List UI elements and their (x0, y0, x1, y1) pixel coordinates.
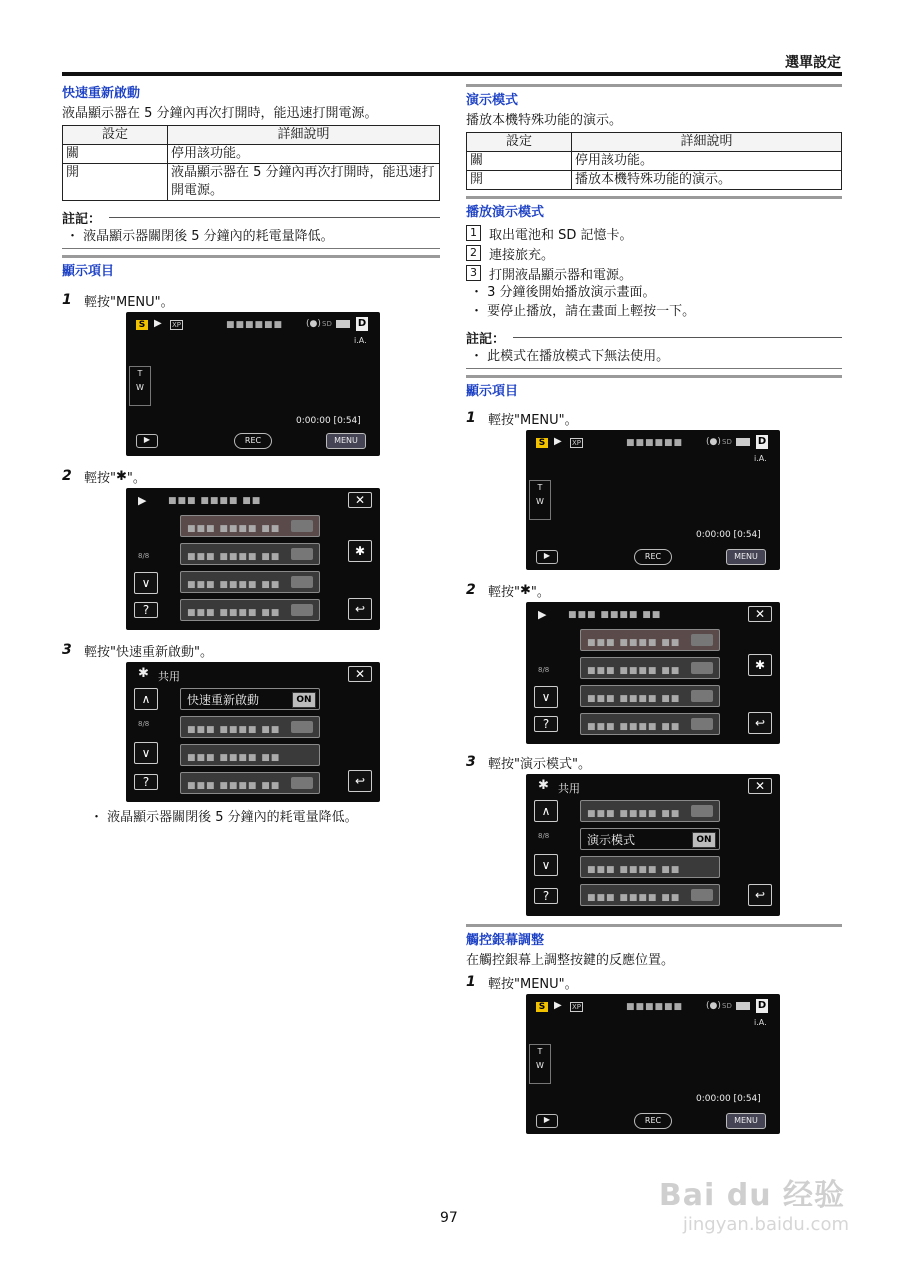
stabilizer-icon: (●) (706, 437, 721, 447)
table-header-setting: 設定 (467, 133, 572, 152)
ia-label: i.A. (754, 454, 767, 463)
play-demo-bullet: ・ 3 分鐘後開始播放演示畫面。 (466, 283, 842, 302)
gear-icon: ✱ (519, 582, 531, 598)
play-demo-title: 播放演示模式 (466, 205, 545, 220)
watermark-url: jingyan.baidu.com (682, 1214, 849, 1235)
step-3: 3 輕按"演示模式"。 (466, 754, 591, 772)
menu-title-dots: ■■■ ■■■■ ■■ (568, 610, 662, 620)
menu-item[interactable]: ■■■ ■■■■ ■■ (580, 629, 720, 651)
step-1: 1 輕按"MENU"。 (62, 292, 174, 310)
page-indicator: 8/8 (138, 552, 150, 560)
camera-screen-main (526, 994, 780, 1134)
gear-icon: ✱ (538, 778, 549, 793)
video-icon: ▶ (554, 1000, 562, 1011)
help-button[interactable]: ? (134, 602, 158, 618)
menu-button[interactable]: MENU (326, 433, 366, 449)
table-row: 關 停用該功能。 (63, 145, 440, 164)
step-1: 1 輕按"MENU"。 (466, 974, 578, 992)
menu-item[interactable]: ■■■ ■■■■ ■■ (580, 884, 720, 906)
menu-item-quick-restart[interactable]: 快速重新啟動 ON (180, 688, 320, 710)
display-items-title: 顯示項目 (466, 384, 519, 399)
gear-icon[interactable]: ✱ (748, 654, 772, 676)
step-2: 2 輕按" ✱ "。 (62, 468, 146, 486)
page-indicator: 8/8 (538, 832, 550, 840)
page-indicator: 8/8 (138, 720, 150, 728)
note-heading: 註記： (466, 327, 842, 347)
back-icon[interactable]: ↩ (348, 598, 372, 620)
menu-item[interactable]: ■■■ ■■■■ ■■ (180, 599, 320, 621)
menu-item[interactable]: ■■■ ■■■■ ■■ (180, 716, 320, 738)
video-icon: ▶ (538, 608, 547, 621)
video-icon: ▶ (554, 436, 562, 447)
quality-badge: XP (172, 321, 182, 329)
time-readout: 0:00:00 [0:54] (696, 1094, 761, 1104)
left-column (62, 84, 440, 827)
playback-button[interactable]: ▶ (536, 1114, 558, 1128)
table-row: 開 播放本機特殊功能的演示。 (467, 171, 842, 190)
ia-label: i.A. (354, 336, 367, 345)
rec-button[interactable]: REC (234, 433, 272, 449)
d-badge: D (357, 318, 367, 329)
demo-mode-desc: 播放本機特殊功能的演示。 (466, 113, 623, 128)
scroll-down-button[interactable]: ∨ (134, 742, 158, 764)
zoom-slider[interactable]: T W (529, 1044, 551, 1084)
box-step-1: 1 取出電池和 SD 記憶卡。 (466, 223, 842, 243)
table-header-setting: 設定 (63, 126, 168, 145)
zoom-slider[interactable]: T W (129, 366, 151, 406)
d-badge: D (757, 436, 767, 447)
touch-adjust-title: 觸控銀幕調整 (466, 933, 545, 948)
right-column (466, 84, 842, 1134)
status-dots: ■■■■■■ (226, 320, 284, 330)
back-icon[interactable]: ↩ (348, 770, 372, 792)
display-items-title: 顯示項目 (62, 264, 115, 279)
back-icon[interactable]: ↩ (748, 884, 772, 906)
menu-button[interactable]: MENU (726, 1113, 766, 1129)
step-1: 1 輕按"MENU"。 (466, 410, 578, 428)
menu-category-title: 共用 (558, 782, 580, 795)
video-icon: ▶ (138, 494, 147, 507)
scroll-down-button[interactable]: ∨ (134, 572, 158, 594)
scroll-up-button[interactable]: ∧ (534, 800, 558, 822)
menu-category-title: 共用 (158, 670, 180, 683)
camera-screen-main (126, 312, 380, 456)
demo-mode-table (466, 132, 842, 190)
step-3: 3 輕按"快速重新啟動"。 (62, 642, 213, 660)
scroll-down-button[interactable]: ∨ (534, 686, 558, 708)
mode-badge: S (136, 320, 148, 330)
table-row: 關 停用該功能。 (467, 152, 842, 171)
table-row: 開 液晶顯示器在 5 分鐘內再次打開時，能迅速打開電源。 (63, 164, 440, 201)
mode-badge: S (536, 1002, 548, 1012)
box-step-3: 3 打開液晶顯示器和電源。 (466, 263, 842, 283)
page-indicator: 8/8 (538, 666, 550, 674)
menu-title-dots: ■■■ ■■■■ ■■ (168, 496, 262, 506)
box-step-2: 2 連接旅充。 (466, 243, 842, 263)
playback-button[interactable]: ▶ (136, 434, 158, 448)
gear-icon[interactable]: ✱ (348, 540, 372, 562)
menu-item-demo-mode[interactable]: 演示模式 ON (580, 828, 720, 850)
quick-restart-title: 快速重新啟動 (62, 86, 141, 101)
rec-button[interactable]: REC (634, 1113, 672, 1129)
touch-adjust-desc: 在觸控銀幕上調整按鍵的反應位置。 (466, 953, 675, 968)
help-button[interactable]: ? (534, 716, 558, 732)
rec-button[interactable]: REC (634, 549, 672, 565)
mode-badge: S (536, 438, 548, 448)
ia-label: i.A. (754, 1018, 767, 1027)
menu-item[interactable]: ■■■ ■■■■ ■■ (180, 772, 320, 794)
time-readout: 0:00:00 [0:54] (296, 416, 361, 426)
battery-icon (336, 320, 350, 328)
status-dots: ■■■■■■ (626, 438, 684, 448)
close-icon[interactable]: ✕ (748, 606, 772, 622)
section-divider (62, 255, 440, 258)
camera-screen-common (126, 662, 380, 802)
menu-item[interactable]: ■■■ ■■■■ ■■ (580, 713, 720, 735)
header-rule (62, 72, 842, 76)
camera-screen-common (526, 774, 780, 916)
menu-item[interactable]: ■■■ ■■■■ ■■ (180, 571, 320, 593)
camera-screen-menu (526, 602, 780, 744)
table-header-detail: 詳細說明 (168, 126, 440, 145)
menu-item[interactable]: ■■■ ■■■■ ■■ (180, 543, 320, 565)
help-button[interactable]: ? (534, 888, 558, 904)
help-button[interactable]: ? (134, 774, 158, 790)
menu-item[interactable]: ■■■ ■■■■ ■■ (580, 856, 720, 878)
camera-screen-main (526, 430, 780, 570)
section-divider (466, 196, 842, 199)
step-2: 2 輕按" ✱ "。 (466, 582, 550, 600)
page-number: 97 (440, 1210, 458, 1226)
stabilizer-icon: (●) (706, 1001, 721, 1011)
sd-icon: SD (722, 1002, 732, 1010)
menu-button[interactable]: MENU (726, 549, 766, 565)
d-badge: D (757, 1000, 767, 1011)
scroll-down-button[interactable]: ∨ (534, 854, 558, 876)
note-text: ・ 此模式在播放模式下無法使用。 (466, 347, 842, 366)
gear-icon: ✱ (138, 666, 149, 681)
quality-badge: XP (572, 1003, 582, 1011)
gear-icon: ✱ (115, 468, 127, 484)
section-divider (466, 924, 842, 927)
after-note: ・ 液晶顯示器關閉後 5 分鐘內的耗電量降低。 (62, 808, 440, 827)
menu-item[interactable]: ■■■ ■■■■ ■■ (580, 657, 720, 679)
video-icon: ▶ (154, 318, 162, 329)
menu-item[interactable]: ■■■ ■■■■ ■■ (180, 515, 320, 537)
scroll-up-button[interactable]: ∧ (134, 688, 158, 710)
battery-icon (736, 1002, 750, 1010)
note-text: ・ 液晶顯示器關閉後 5 分鐘內的耗電量降低。 (62, 227, 440, 246)
section-divider (466, 375, 842, 378)
back-icon[interactable]: ↩ (748, 712, 772, 734)
stabilizer-icon: (●) (306, 319, 321, 329)
close-icon[interactable]: ✕ (748, 778, 772, 794)
play-demo-bullet: ・ 要停止播放，請在畫面上輕按一下。 (466, 302, 842, 321)
status-dots: ■■■■■■ (626, 1002, 684, 1012)
table-header-detail: 詳細說明 (572, 133, 842, 152)
demo-mode-title: 演示模式 (466, 93, 519, 108)
close-icon[interactable]: ✕ (348, 666, 372, 682)
zoom-slider[interactable]: T W (529, 480, 551, 520)
quality-badge: XP (572, 439, 582, 447)
playback-button[interactable]: ▶ (536, 550, 558, 564)
menu-item[interactable]: ■■■ ■■■■ ■■ (180, 744, 320, 766)
note-heading: 註記： (62, 207, 440, 227)
sd-icon: SD (722, 438, 732, 446)
menu-item[interactable]: ■■■ ■■■■ ■■ (580, 800, 720, 822)
time-readout: 0:00:00 [0:54] (696, 530, 761, 540)
quick-restart-desc: 液晶顯示器在 5 分鐘內再次打開時，能迅速打開電源。 (62, 106, 378, 121)
quick-restart-table (62, 125, 440, 201)
header-title: 選單設定 (785, 55, 841, 71)
battery-icon (736, 438, 750, 446)
section-divider (466, 84, 842, 87)
sd-icon: SD (322, 320, 332, 328)
watermark-logo: Bai du 经验 (658, 1178, 845, 1213)
close-icon[interactable]: ✕ (348, 492, 372, 508)
camera-screen-menu (126, 488, 380, 630)
menu-item[interactable]: ■■■ ■■■■ ■■ (580, 685, 720, 707)
